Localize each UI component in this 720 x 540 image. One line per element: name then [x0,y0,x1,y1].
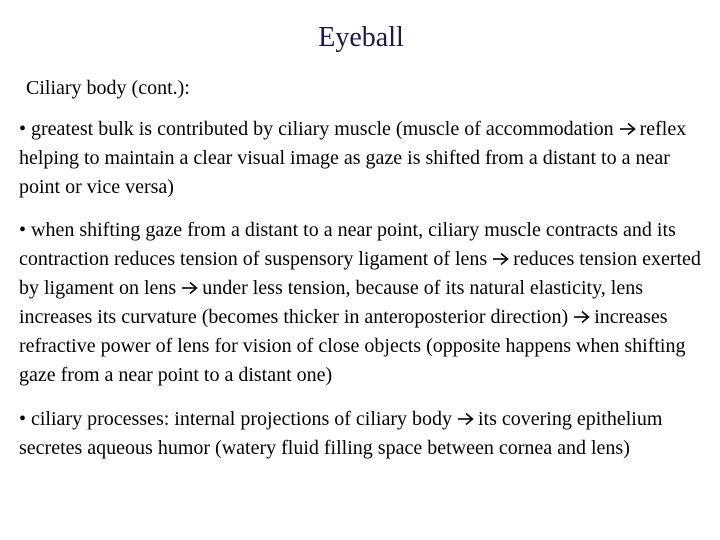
paragraph-text: under less tension, because of its natural elasticity, lens increases its curvature (becomes thicker in anteroposterior direction) [19,277,644,328]
paragraph-text: • when shifting gaze from a distant to a near point, ciliary muscle contracts and its contraction reduces tension of suspensory ligament of lens [19,219,676,270]
arrow-right-icon [492,252,510,266]
arrow-right-icon [457,412,475,426]
bullet-paragraph-3 [19,405,709,463]
arrow-right-icon [573,310,591,324]
paragraph-text: • greatest bulk is contributed by ciliary muscle (muscle of accommodation [19,118,614,140]
title-text: Eyeball [318,22,404,53]
section-subtitle: Ciliary body (cont.): [26,77,190,99]
arrow-right-icon [619,122,637,136]
paragraph-text: increases refractive power of lens for vision of close objects (opposite happens when shifting gaze from a near point to a distant one) [19,306,686,386]
paragraph-text: reduces tension exerted by ligament on lens [19,248,701,299]
paragraph-text: its covering epithelium secretes aqueous humor (watery fluid filling space between cornea and lens) [19,408,663,459]
arrow-right-icon [181,281,199,295]
paragraph-text: reflex helping to maintain a clear visual image as gaze is shifted from a distant to a near point or vice versa) [19,118,687,198]
bullet-paragraph-1 [19,115,709,202]
bullet-paragraph-2 [19,216,709,390]
page-title [0,20,720,56]
content-body [19,115,709,477]
paragraph-text: • ciliary processes: internal projections of ciliary body [19,408,452,430]
